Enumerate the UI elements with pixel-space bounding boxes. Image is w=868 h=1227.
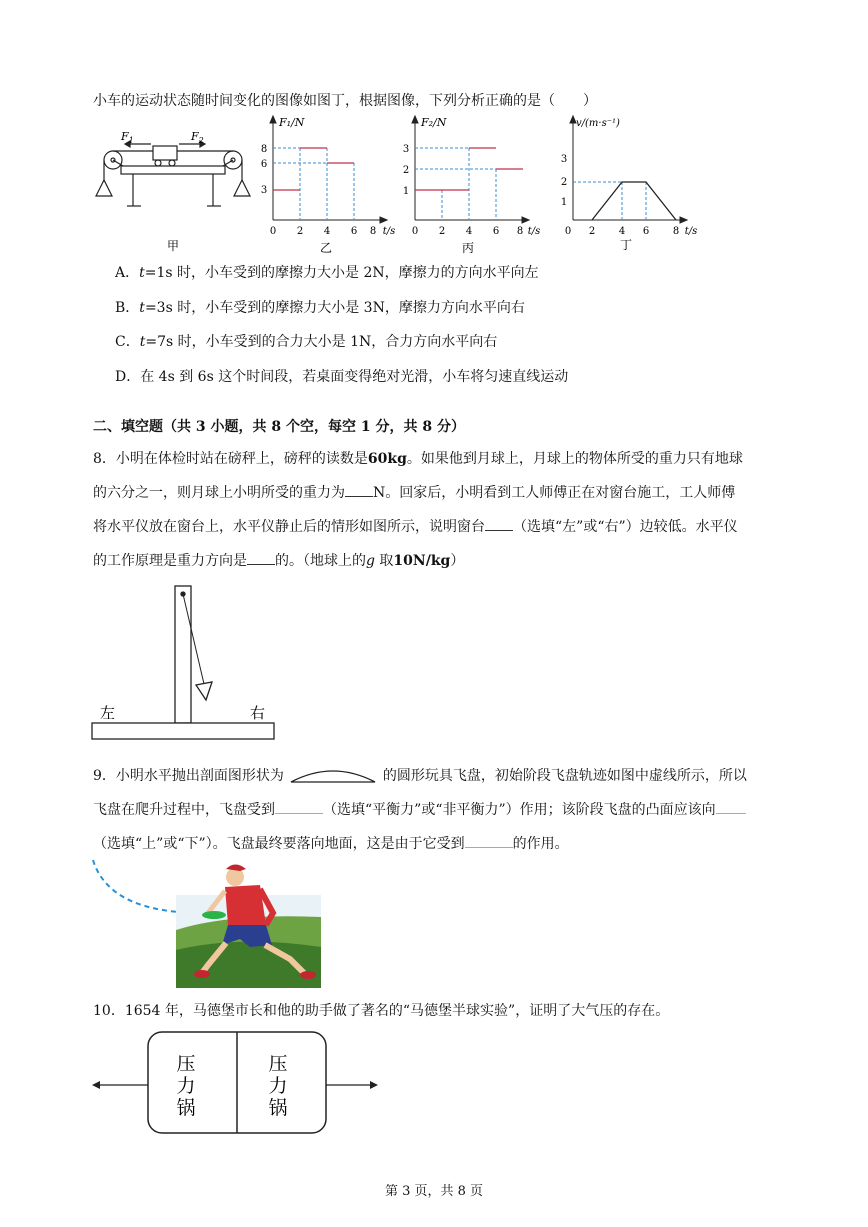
svg-text:2: 2 — [438, 226, 446, 237]
yi-ylabel: F₁/N — [279, 116, 305, 129]
q8-line4: 的工作原理是重力方向是 的。（地球上的g 取10N/kg） — [93, 550, 464, 570]
svg-text:6: 6 — [350, 226, 358, 237]
svg-text:0: 0 — [269, 226, 277, 237]
ding-ylabel: v/(m·s⁻¹) — [576, 118, 620, 129]
option-c[interactable]: C．t=7s 时，小车受到的合力大小是 1N，合力方向水平向右 — [115, 334, 498, 350]
svg-text:2: 2 — [588, 226, 596, 237]
svg-text:锅: 锅 — [176, 1097, 196, 1119]
q9-line3: （选填“上”或“下”）。飞盘最终要落向地面，这是由于它受到 的作用。 — [93, 833, 569, 853]
q9-line1: 9．小明水平抛出剖面图形状为 的圆形玩具飞盘，初始阶段飞盘轨迹如图中虚线所示，所以 — [93, 768, 747, 784]
caption-jia: 甲 — [166, 239, 180, 253]
figure-bing — [400, 112, 540, 257]
svg-text:0: 0 — [411, 226, 419, 237]
q9-blank-2[interactable] — [716, 799, 746, 814]
bing-ylabel: F₂/N — [421, 116, 447, 129]
section-heading: 二、填空题（共 3 小题，共 8 个空，每空 1 分，共 8 分） — [93, 419, 465, 435]
question-intro: 小车的运动状态随时间变化的图像如图丁，根据图像，下列分析正确的是（ ） — [93, 93, 597, 109]
svg-text:8: 8 — [260, 144, 268, 155]
svg-text:力: 力 — [268, 1075, 288, 1097]
svg-text:t/s: t/s — [382, 226, 396, 237]
svg-text:锅: 锅 — [268, 1097, 288, 1119]
q8-blank-1[interactable] — [345, 482, 373, 497]
q9-blank-1[interactable] — [275, 799, 323, 814]
svg-text:4: 4 — [618, 226, 626, 237]
svg-text:3: 3 — [560, 154, 568, 165]
option-a[interactable]: A．t=1s 时，小车受到的摩擦力大小是 2N，摩擦力的方向水平向左 — [115, 265, 539, 281]
svg-text:1: 1 — [560, 197, 568, 208]
svg-text:6: 6 — [642, 226, 650, 237]
pressure-cooker-figure — [90, 1030, 390, 1138]
figure-yi — [258, 112, 398, 257]
caption-ding: 丁 — [619, 238, 633, 252]
q10-line1: 10．1654 年，马德堡市长和他的助手做了著名的“马德堡半球实验”，证明了大气压的存在。 — [93, 1003, 670, 1019]
q9-line2: 飞盘在爬升过程中，飞盘受到 （选填“平衡力”或“非平衡力”）作用；该阶段飞盘的凸面应该向 — [93, 799, 746, 819]
svg-text:8: 8 — [369, 226, 377, 237]
svg-text:2: 2 — [296, 226, 304, 237]
svg-text:3: 3 — [260, 185, 268, 196]
svg-text:0: 0 — [564, 226, 572, 237]
svg-text:8: 8 — [672, 226, 680, 237]
caption-bing: 丙 — [461, 241, 475, 255]
right-label: 右 — [250, 704, 266, 722]
f1-label: $F_1$ — [121, 130, 134, 145]
caption-yi: 乙 — [319, 241, 333, 255]
q9-blank-3[interactable] — [465, 833, 513, 848]
svg-text:6: 6 — [260, 159, 268, 170]
svg-text:2: 2 — [560, 177, 568, 188]
level-figure — [88, 580, 288, 745]
frisbee-throw-image — [90, 855, 325, 990]
q8-blank-2[interactable] — [485, 516, 513, 531]
svg-text:8: 8 — [516, 226, 524, 237]
svg-text:力: 力 — [176, 1075, 196, 1097]
page-footer: 第 3 页，共 8 页 — [384, 1184, 484, 1199]
f2-label: $F_2$ — [191, 130, 204, 145]
frisbee-shape-icon — [288, 766, 378, 786]
figure-jia — [93, 120, 253, 255]
q8-line1: 8．小明在体检时站在磅秤上，磅秤的读数是60kg。如果他到月球上，月球上的物体所受的重力只有地球 — [93, 451, 743, 467]
svg-text:t/s: t/s — [684, 226, 698, 237]
option-b[interactable]: B．t=3s 时，小车受到的摩擦力大小是 3N，摩擦力方向水平向右 — [115, 300, 525, 316]
svg-text:3: 3 — [402, 144, 410, 155]
q8-blank-3[interactable] — [247, 550, 275, 565]
svg-text:6: 6 — [492, 226, 500, 237]
option-d[interactable]: D．在 4s 到 6s 这个时间段，若桌面变得绝对光滑，小车将匀速直线运动 — [115, 369, 569, 385]
figure-ding — [558, 112, 708, 257]
svg-text:压: 压 — [176, 1053, 196, 1075]
svg-text:1: 1 — [402, 186, 410, 197]
svg-text:压: 压 — [268, 1053, 288, 1075]
q8-line3: 将水平仪放在窗台上，水平仪静止后的情形如图所示，说明窗台 （选填“左”或“右”）边较低。水平仪 — [93, 516, 738, 536]
svg-text:2: 2 — [402, 165, 410, 176]
svg-text:4: 4 — [323, 226, 331, 237]
q8-line2: 的六分之一，则月球上小明所受的重力为 N。回家后，小明看到工人师傅正在对窗台施工，工人师傅 — [93, 482, 735, 502]
left-label: 左 — [100, 704, 116, 722]
svg-text:t/s: t/s — [527, 226, 540, 237]
svg-text:4: 4 — [465, 226, 473, 237]
